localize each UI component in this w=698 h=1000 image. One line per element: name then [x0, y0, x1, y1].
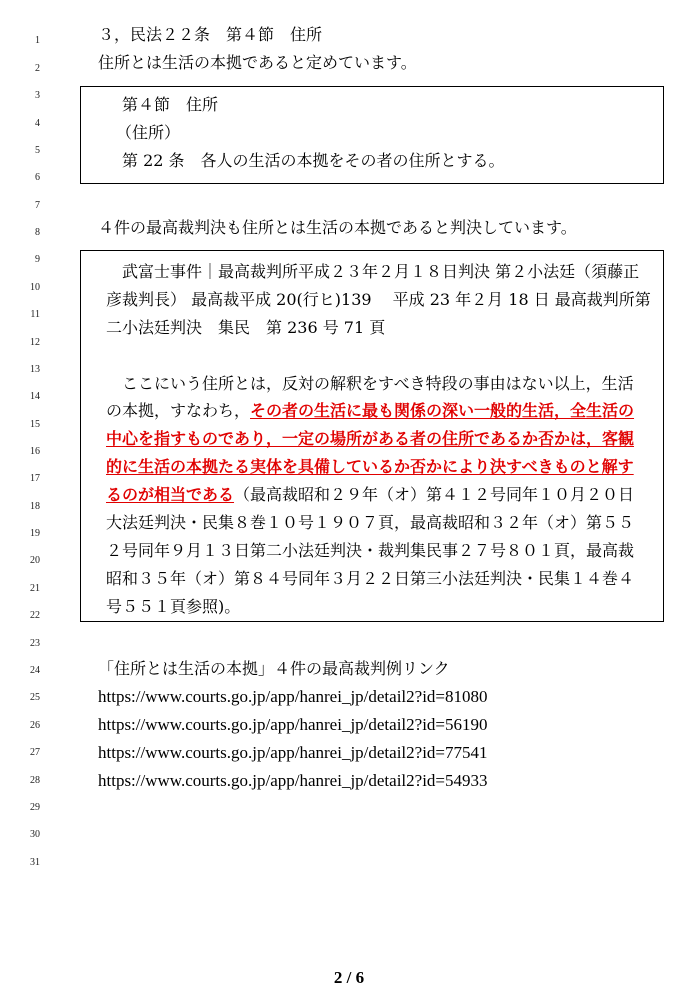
line-number: 30 [30, 829, 40, 840]
line-number: 10 [30, 282, 40, 293]
quote-line: ここにいう住所とは，反対の解釈をすべき特段の事由はない以上，生活 [122, 374, 634, 393]
quote-emphasis: るのが相当である [106, 485, 235, 504]
case-citation-line: 二小法廷判決 集民 第 236 号 71 頁 [106, 318, 386, 337]
line-number: 25 [30, 692, 40, 703]
links-title: 「住所とは生活の本拠」４件の最高裁判例リンク [98, 659, 450, 678]
quote-line [106, 429, 634, 449]
line-number: 4 [35, 118, 40, 129]
section-heading: ３，民法２２条 第４節 住所 [98, 25, 323, 44]
line-number: 29 [30, 802, 40, 813]
line-number: 5 [35, 145, 40, 156]
line-number: 7 [35, 200, 40, 211]
precedent-link[interactable]: https://www.courts.go.jp/app/hanrei_jp/detail2?id=77541 [98, 743, 488, 762]
line-number: 17 [30, 473, 40, 484]
precedent-link[interactable]: https://www.courts.go.jp/app/hanrei_jp/detail2?id=54933 [98, 771, 488, 790]
quote-line [106, 457, 634, 477]
line-number: 9 [35, 254, 40, 265]
line-number: 13 [30, 364, 40, 375]
precedent-link[interactable]: https://www.courts.go.jp/app/hanrei_jp/detail2?id=56190 [98, 715, 488, 734]
article-text: 第 22 条 各人の生活の本拠をその者の住所とする。 [122, 151, 505, 170]
intro-text: 住所とは生活の本拠であると定めています。 [98, 53, 417, 72]
article-section-title: 第４節 住所 [122, 95, 219, 114]
case-citation-line: 武富士事件｜最高裁判所平成２３年２月１８日判決 第２小法廷（須藤正 [122, 262, 640, 281]
line-number: 1 [35, 35, 40, 46]
line-number: 15 [30, 419, 40, 430]
line-number: 27 [30, 747, 40, 758]
page-indicator: 2 / 6 [333, 968, 365, 987]
quote-plain-text: の本拠，すなわち， [106, 401, 251, 420]
precedent-intro-text: ４件の最高裁判決も住所とは生活の本拠であると判決しています。 [98, 218, 577, 237]
line-number: 14 [30, 391, 40, 402]
article-caption: （住所） [116, 123, 181, 142]
line-number: 12 [30, 337, 40, 348]
quote-line [106, 485, 634, 505]
quote-line: ２号同年９月１３日第二小法廷判決・裁判集民事２７号８０１頁，最高裁 [106, 541, 635, 560]
line-number: 24 [30, 665, 40, 676]
line-number: 6 [35, 172, 40, 183]
case-citation-line: 彦裁判長） 最高裁平成 20(行ヒ)139 平成 23 年２月 18 日 最高裁判所第 [106, 290, 651, 309]
quote-emphasis: 中心を指すものであり，一定の場所がある者の住所であるか否かは，客観 [106, 429, 635, 448]
quote-line: 大法廷判決・民集８巻１０号１９０７頁，最高裁昭和３２年（オ）第５５ [106, 513, 635, 532]
line-number: 3 [35, 90, 40, 101]
line-number: 31 [30, 857, 40, 868]
line-number: 21 [30, 583, 40, 594]
line-number: 16 [30, 446, 40, 457]
precedent-link[interactable]: https://www.courts.go.jp/app/hanrei_jp/detail2?id=81080 [98, 687, 488, 706]
line-number: 2 [35, 63, 40, 74]
line-number: 19 [30, 528, 40, 539]
quote-line: 号５５１頁参照)。 [106, 597, 241, 616]
line-number: 8 [35, 227, 40, 238]
quote-emphasis: その者の生活に最も関係の深い一般的生活，全生活の [250, 401, 635, 420]
quote-line [106, 401, 634, 421]
line-number: 26 [30, 720, 40, 731]
quote-emphasis: 的に生活の本拠たる実体を具備しているか否かにより決すべきものと解す [106, 457, 634, 476]
line-number: 23 [30, 638, 40, 649]
quote-plain-text: （最高裁昭和２９年（オ）第４１２号同年１０月２０日 [234, 485, 635, 504]
line-number: 28 [30, 775, 40, 786]
line-number: 22 [30, 610, 40, 621]
line-number: 20 [30, 555, 40, 566]
quote-line: 昭和３５年（オ）第８４号同年３月２２日第三小法廷判決・民集１４巻４ [106, 569, 635, 588]
line-number: 18 [30, 501, 40, 512]
line-number: 11 [30, 309, 40, 320]
